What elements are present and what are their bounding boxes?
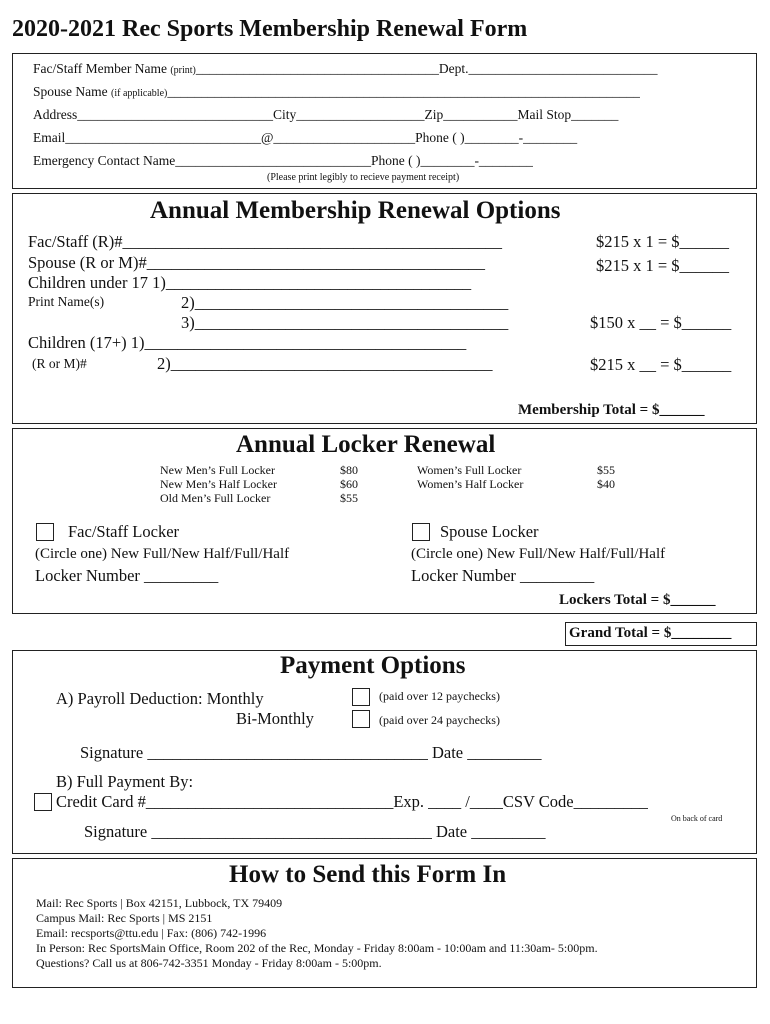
print-names-label: Print Name(s) [28, 294, 105, 309]
child-2-field[interactable]: 2)______________________________________ [181, 293, 509, 312]
membership-heading: Annual Membership Renewal Options [150, 197, 561, 224]
locker-price-left-1-value: $60 [340, 477, 358, 491]
locker-price-left-2: Old Men’s Full Locker [160, 491, 271, 505]
child-over-2-field[interactable]: 2)_______________________________________ [157, 354, 493, 373]
locker-price-left-2-value: $55 [340, 491, 358, 505]
locker-price-left-0: New Men’s Full Locker [160, 463, 275, 477]
bimonthly-label: Bi-Monthly [236, 709, 314, 728]
locker-heading: Annual Locker Renewal [236, 431, 496, 458]
spouse-locker-type[interactable]: (Circle one) New Full/New Half/Full/Half [411, 546, 666, 562]
spouse-locker-label: Spouse Locker [440, 522, 539, 541]
email-field[interactable]: Email_____________________________@_____________________Phone ( )________-________ [33, 130, 578, 145]
children-17-plus-field[interactable]: Children (17+) 1)_______________________________________ [28, 333, 467, 352]
paid-24-note: (paid over 24 paychecks) [379, 713, 500, 727]
facstaff-locker-label: Fac/Staff Locker [68, 522, 180, 541]
child-3-field[interactable]: 3)______________________________________ [181, 313, 509, 332]
facstaff-price: $215 x 1 = $______ [596, 232, 730, 251]
lockers-total-field[interactable]: Lockers Total = $______ [559, 592, 716, 608]
children-over-price: $215 x __ = $______ [590, 355, 732, 374]
grand-total-field[interactable]: Grand Total = $________ [569, 625, 732, 641]
credit-card-checkbox[interactable] [34, 793, 52, 811]
send-questions-line: Questions? Call us at 806-742-3351 Monday - Friday 8:00am - 5:00pm. [36, 956, 382, 970]
send-mail-line: Mail: Rec Sports | Box 42151, Lubbock, TX 79409 [36, 896, 283, 910]
locker-price-left-0-value: $80 [340, 463, 358, 477]
send-in-person-line: In Person: Rec SportsMain Office, Room 202 of the Rec, Monday - Friday 8:00am - 10:00am and 11:30am- 5:00pm. [36, 941, 598, 955]
spouse-name-field[interactable]: Spouse Name (if applicable)______________________________________________________________________ [33, 84, 640, 99]
children-price: $150 x __ = $______ [590, 313, 732, 332]
send-campus-line: Campus Mail: Rec Sports | MS 2151 [36, 911, 213, 925]
facstaff-locker-checkbox[interactable] [36, 523, 54, 541]
emergency-contact-field[interactable]: Emergency Contact Name_____________________________Phone ( )________-________ [33, 153, 533, 168]
member-name-field[interactable]: Fac/Staff Member Name (print)____________________________________Dept.____________________________ [33, 61, 658, 76]
locker-price-right-1: Women’s Half Locker [417, 477, 524, 491]
locker-price-right-0: Women’s Full Locker [417, 463, 522, 477]
paid-12-note: (paid over 12 paychecks) [379, 689, 500, 703]
address-field[interactable]: Address_____________________________City___________________Zip___________Mail Stop_______ [33, 107, 619, 122]
spouse-id-field[interactable]: Spouse (R or M)#_________________________________________ [28, 253, 485, 272]
full-payment-signature-field[interactable]: Signature __________________________________ Date _________ [84, 822, 546, 841]
page-title: 2020-2021 Rec Sports Membership Renewal Form [12, 16, 528, 42]
spouse-price: $215 x 1 = $______ [596, 256, 730, 275]
membership-total-field[interactable]: Membership Total = $______ [518, 402, 705, 418]
print-legibly-note: (Please print legibly to recieve payment receipt) [267, 172, 460, 183]
full-payment-label: B) Full Payment By: [56, 772, 194, 791]
payroll-deduction-label: A) Payroll Deduction: Monthly [56, 689, 264, 708]
facstaff-locker-number[interactable]: Locker Number _________ [35, 566, 219, 585]
monthly-checkbox[interactable] [352, 688, 370, 706]
locker-price-left-1: New Men’s Half Locker [160, 477, 277, 491]
r-or-m-label: (R or M)# [32, 356, 87, 371]
send-email-line: Email: recsports@ttu.edu | Fax: (806) 742-1996 [36, 926, 267, 940]
credit-card-field[interactable]: Credit Card #______________________________Exp. ____ /____CSV Code_________ [56, 792, 648, 811]
facstaff-locker-type[interactable]: (Circle one) New Full/New Half/Full/Half [35, 546, 290, 562]
payroll-signature-field[interactable]: Signature __________________________________ Date _________ [80, 743, 542, 762]
spouse-locker-checkbox[interactable] [412, 523, 430, 541]
bimonthly-checkbox[interactable] [352, 710, 370, 728]
locker-price-right-0-value: $55 [597, 463, 615, 477]
locker-price-right-1-value: $40 [597, 477, 615, 491]
facstaff-id-field[interactable]: Fac/Staff (R)#______________________________________________ [28, 232, 503, 251]
on-back-note: On back of card [671, 814, 723, 823]
children-under-17-field[interactable]: Children under 17 1)_____________________________________ [28, 273, 472, 292]
payment-heading: Payment Options [280, 652, 466, 679]
spouse-locker-number[interactable]: Locker Number _________ [411, 566, 595, 585]
send-heading: How to Send this Form In [229, 861, 507, 888]
